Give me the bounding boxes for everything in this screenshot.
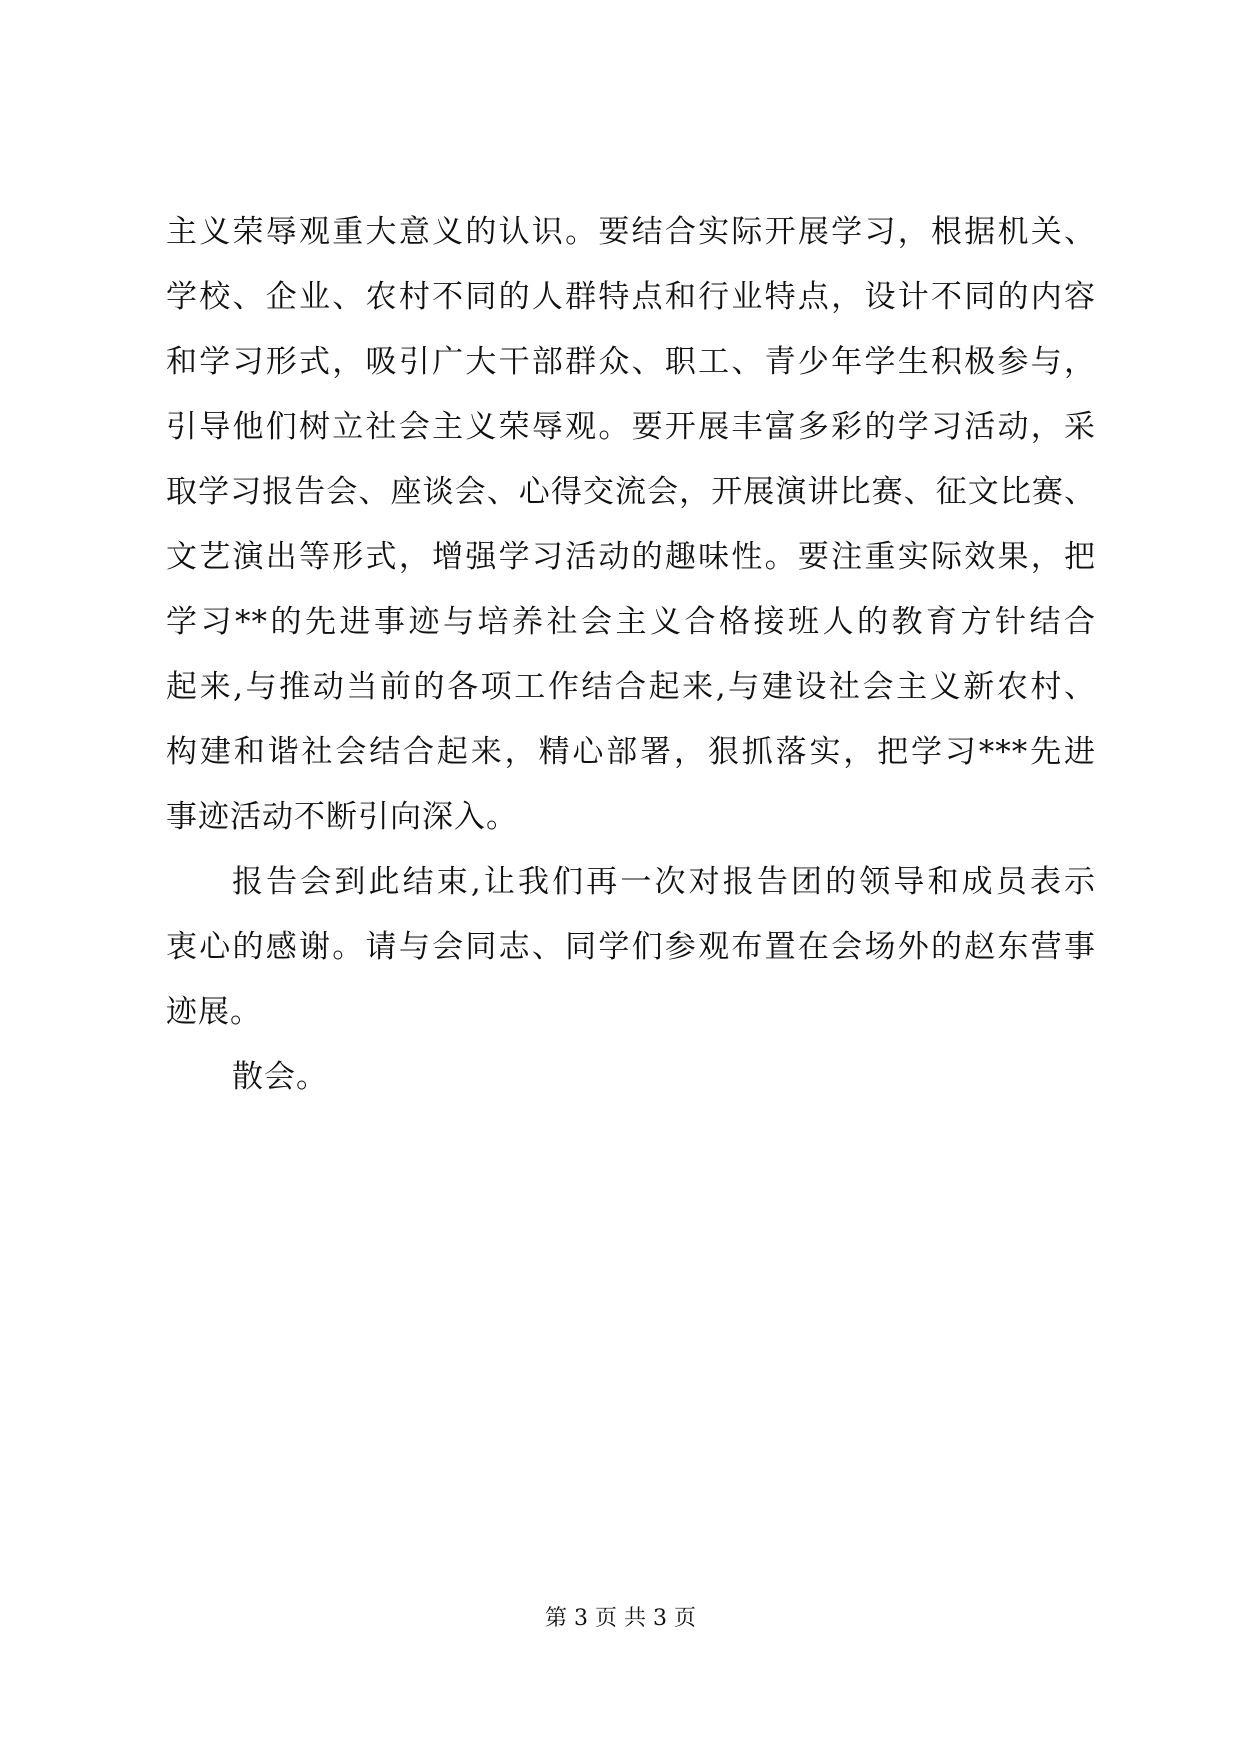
- paragraph-2: [166, 850, 1096, 1045]
- paragraph-1: [166, 200, 1096, 850]
- page-number-footer: 第 3 页 共 3 页: [545, 1606, 696, 1631]
- text-line: 衷心的感谢。请与会同志、同学们参观布置在会场外的赵东营事: [166, 929, 1096, 965]
- text-line: 引导他们树立社会主义荣辱观。要开展丰富多彩的学习活动，采: [166, 409, 1096, 445]
- text-line: 文艺演出等形式，增强学习活动的趣味性。要注重实际效果，把: [166, 539, 1096, 575]
- document-body: [166, 200, 1096, 1110]
- text-line: 构建和谐社会结合起来，精心部署，狠抓落实，把学习***先进: [166, 734, 1096, 770]
- text-line: 散会。: [232, 1059, 328, 1095]
- text-line: 起来,与推动当前的各项工作结合起来,与建设社会主义新农村、: [166, 669, 1096, 705]
- text-line: 报告会到此结束,让我们再一次对报告团的领导和成员表示: [232, 864, 1096, 900]
- text-line: 和学习形式，吸引广大干部群众、职工、青少年学生积极参与，: [166, 344, 1096, 380]
- paragraph-3: [166, 1045, 1096, 1110]
- text-line: 学校、企业、农村不同的人群特点和行业特点，设计不同的内容: [166, 279, 1096, 315]
- text-line: 迹展。: [166, 994, 262, 1030]
- text-line: 事迹活动不断引向深入。: [166, 799, 518, 835]
- text-line: 主义荣辱观重大意义的认识。要结合实际开展学习，根据机关、: [166, 214, 1096, 250]
- text-line: 学习**的先进事迹与培养社会主义合格接班人的教育方针结合: [166, 604, 1096, 640]
- text-line: 取学习报告会、座谈会、心得交流会，开展演讲比赛、征文比赛、: [166, 474, 1096, 510]
